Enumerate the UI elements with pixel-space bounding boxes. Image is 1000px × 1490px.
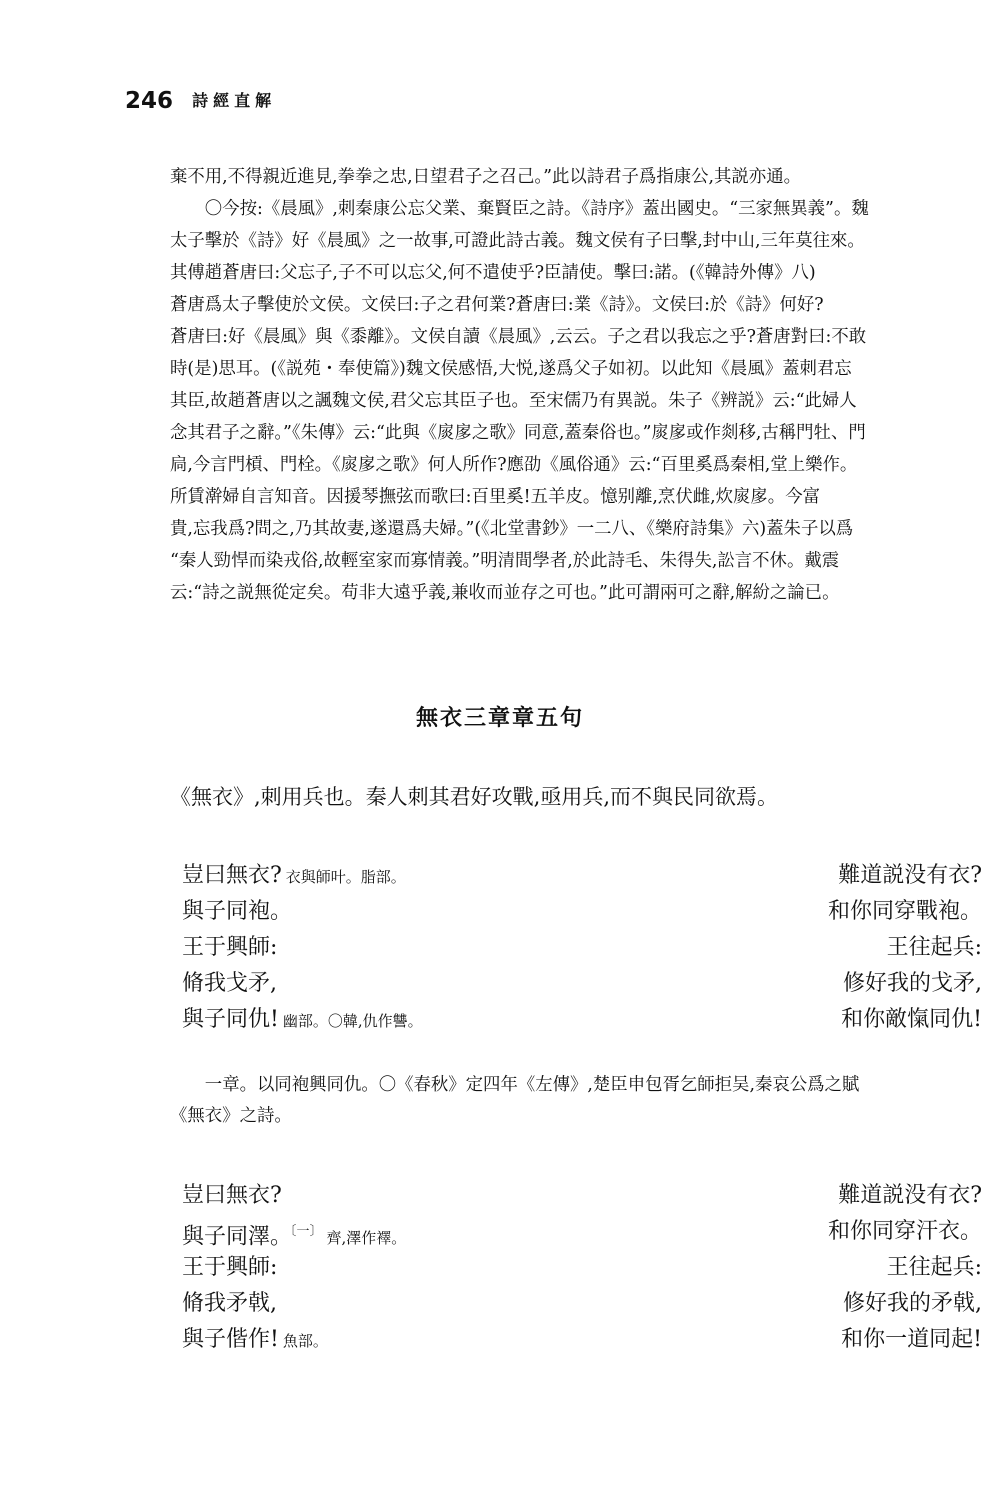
poem-preface: 《無衣》,刺用兵也。秦人刺其君好攻戰,亟用兵,而不與民同欲焉。 [170, 785, 779, 809]
verse-line [182, 1214, 982, 1250]
verse-line [182, 1250, 982, 1286]
original-text: 與子同袍。 [182, 899, 293, 924]
prose-line: 云:“詩之説無從定矣。苟非大遠乎義,兼收而並存之可也。”此可謂兩可之辭,解紛之論已。 [170, 583, 840, 603]
book-title: 詩經直解 [192, 91, 277, 110]
translation-line: 和你一道同起! [841, 1327, 982, 1352]
verse-line [182, 894, 982, 930]
commentary-prose [170, 161, 988, 609]
original-text: 王于興師: [182, 935, 278, 960]
original-text: 脩我矛戟, [182, 1291, 277, 1316]
translation-line: 王往起兵: [886, 935, 982, 960]
original-line [182, 1322, 328, 1359]
translation-line: 和你敵愾同仇! [841, 1007, 982, 1032]
prose-line: 太子擊於《詩》好《晨風》之一故事,可證此詩古義。魏文侯有子曰擊,封中山,三年莫往來。 [170, 231, 865, 251]
page-number: 246 [125, 88, 174, 114]
stanza-2 [182, 1178, 982, 1358]
translation-line: 和你同穿汗衣。 [827, 1219, 982, 1244]
rhyme-note: 魚部。 [282, 1332, 328, 1350]
page-header [125, 88, 276, 114]
rhyme-note: 幽部。〇韓,仇作讐。 [282, 1012, 423, 1030]
verse-line [182, 858, 982, 894]
prose-line: 貴,忘我爲?問之,乃其故妻,遂還爲夫婦。”(《北堂書鈔》一二八、《樂府詩集》六)蓋朱子以爲 [170, 519, 854, 539]
original-line [182, 894, 292, 930]
translation-line: 修好我的戈矛, [843, 971, 982, 996]
prose-line: 棄不用,不得親近進見,拳拳之忠,日望君子之召己。”此以詩君子爲指康公,其説亦通。 [170, 167, 801, 187]
original-line [182, 1178, 282, 1214]
original-line [182, 858, 406, 895]
original-line [182, 930, 277, 966]
rhyme-note: 衣與師叶。脂部。 [285, 868, 406, 886]
verse-line [182, 930, 982, 966]
prose-line: 扃,今言門槓、門栓。《扊扅之歌》何人所作?應劭《風俗通》云:“百里奚爲秦相,堂上樂作。 [170, 455, 858, 475]
prose-line: 〇今按:《晨風》,刺秦康公忘父業、棄賢臣之詩。《詩序》蓋出國史。“三家無異義”。魏 [204, 199, 869, 219]
prose-line: 時(是)思耳。(《説苑・奉使篇》)魏文侯感悟,大悦,遂爲父子如初。以此知《晨風》蓋刺君忘 [170, 359, 852, 379]
prose-line: 蒼唐爲太子擊使於文侯。文侯曰:子之君何業?蒼唐曰:業《詩》。文侯曰:於《詩》何好? [170, 295, 824, 315]
translation-line: 和你同穿戰袍。 [827, 899, 982, 924]
translation-line: 修好我的矛戟, [843, 1291, 982, 1316]
verse-line [182, 1322, 982, 1358]
verse-line [182, 1178, 982, 1214]
original-line [182, 1286, 277, 1322]
original-line [182, 966, 277, 1002]
footnote-marker[interactable]: 〔一〕 [290, 1224, 323, 1239]
prose-line: 其臣,故趙蒼唐以之諷魏文侯,君父忘其臣子也。至宋儒乃有異説。朱子《辨説》云:“此婦人 [170, 391, 857, 411]
translation-line: 難道説没有衣? [838, 863, 982, 888]
original-text: 王于興師: [182, 1255, 278, 1280]
prose-line: 蒼唐曰:好《晨風》與《黍離》。文侯自讀《晨風》,云云。子之君以我忘之乎?蒼唐對曰:不敢 [170, 327, 867, 347]
original-line [182, 1250, 277, 1286]
original-text: 與子同澤。 [182, 1224, 293, 1250]
original-line [182, 1002, 423, 1039]
stanza-commentary [170, 1070, 988, 1132]
section-title: 無衣三章章五句 [415, 706, 584, 731]
original-text: 與子同仇! [182, 1007, 279, 1032]
commentary-line: 《無衣》之詩。 [170, 1106, 292, 1126]
commentary-line: 一章。以同袍興同仇。〇《春秋》定四年《左傳》,楚臣申包胥乞師拒吴,秦哀公爲之賦 [204, 1075, 860, 1095]
prose-line: 念其君子之辭。”《朱傳》云:“此與《扊扅之歌》同意,蓋秦俗也。”扊扅或作剡移,古稱門牡、門 [170, 423, 866, 443]
verse-line [182, 966, 982, 1002]
prose-line: 其傅趙蒼唐曰:父忘子,子不可以忘父,何不遣使乎?臣請使。擊曰:諾。(《韓詩外傳》八) [170, 263, 816, 283]
rhyme-note: 齊,澤作襗。 [326, 1229, 407, 1248]
original-text: 與子偕作! [182, 1327, 279, 1352]
original-text: 豈曰無衣? [182, 863, 282, 888]
original-text: 豈曰無衣? [182, 1183, 282, 1208]
translation-line: 難道説没有衣? [838, 1183, 982, 1208]
verse-line [182, 1002, 982, 1038]
prose-line: “秦人勁悍而染戎俗,故輕室家而寡情義。”明清間學者,於此詩毛、朱得失,訟言不休。戴震 [170, 551, 840, 571]
translation-line: 王往起兵: [886, 1255, 982, 1280]
stanza-1 [182, 858, 982, 1038]
original-text: 脩我戈矛, [182, 971, 277, 996]
verse-line [182, 1286, 982, 1322]
prose-line: 所賃澣婦自言知音。因援琴撫弦而歌曰:百里奚!五羊皮。憶别離,烹伏雌,炊扊扅。今富 [170, 487, 820, 507]
